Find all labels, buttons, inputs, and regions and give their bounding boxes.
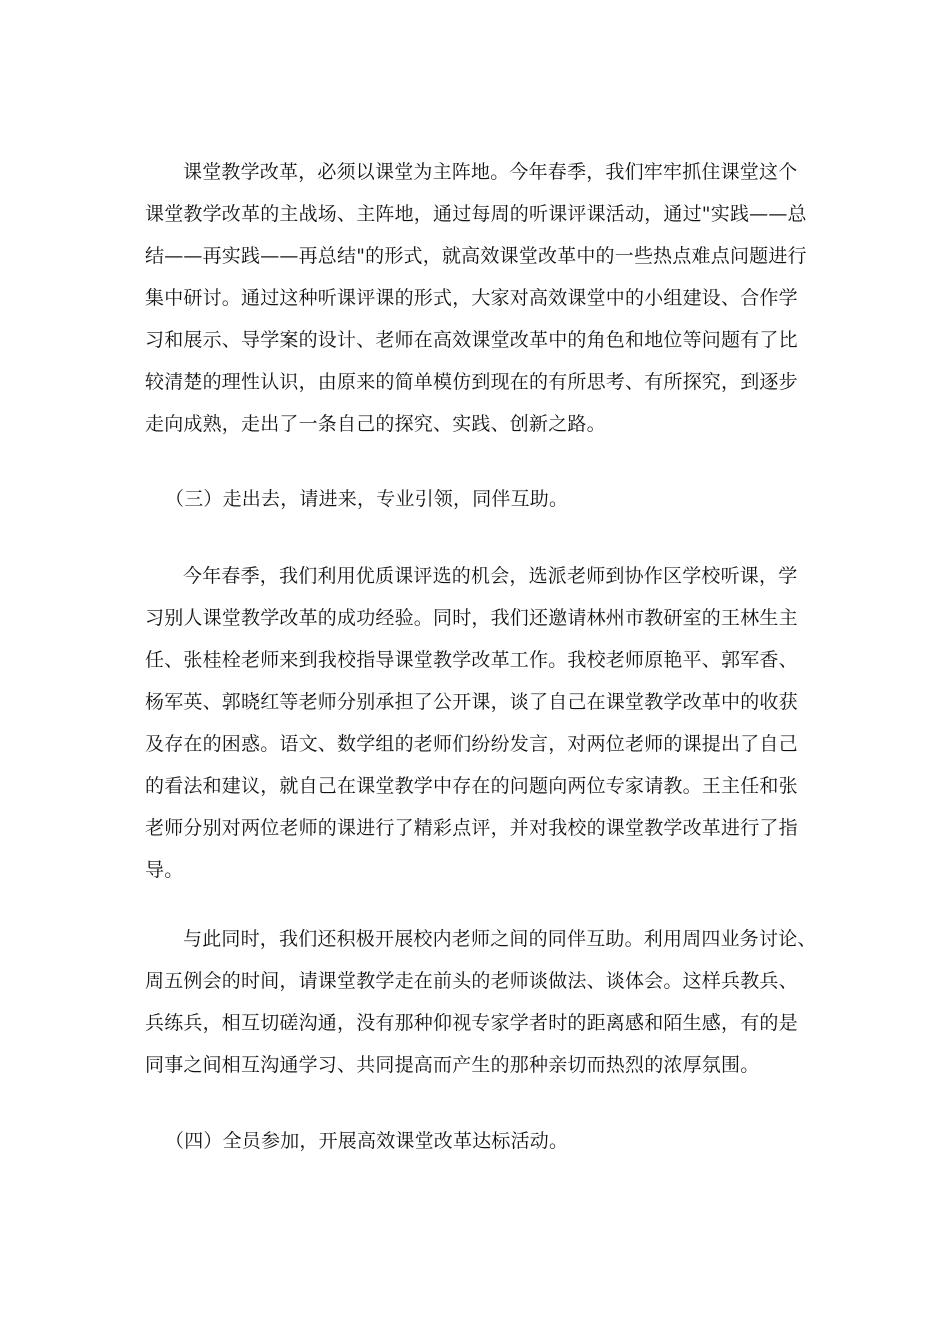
text-line: 结——再实践——再总结"的形式，就高效课堂改革中的一些热点难点问题进行	[145, 245, 807, 267]
text-line: 任、张桂栓老师来到我校指导课堂教学改革工作。我校老师原艳平、郭军香、	[145, 649, 798, 671]
text-line: 集中研讨。通过这种听课评课的形式，大家对高效课堂中的小组建设、合作学	[145, 287, 798, 309]
text-line: 同事之间相互沟通学习、共同提高而产生的那种亲切而热烈的浓厚氛围。	[145, 1054, 760, 1076]
text-line: 老师分别对两位老师的课进行了精彩点评，并对我校的课堂教学改革进行了指	[145, 817, 798, 839]
text-line: 兵练兵，相互切磋沟通，没有那种仰视专家学者时的距离感和陌生感，有的是	[145, 1012, 798, 1034]
text-line: 习别人课堂教学改革的成功经验。同时，我们还邀请林州市教研室的王林生主	[145, 607, 798, 629]
text-line: 周五例会的时间，请课堂教学走在前头的老师谈做法、谈体会。这样兵教兵、	[145, 970, 798, 992]
text-line: 较清楚的理性认识，由原来的简单模仿到现在的有所思考、有所探究，到逐步	[145, 371, 798, 393]
text-line: 课堂教学改革的主战场、主阵地，通过每周的听课评课活动，通过"实践——总	[145, 203, 807, 225]
paragraph-peer-assistance	[145, 918, 817, 1086]
text-line: 习和展示、导学案的设计、老师在高效课堂改革中的角色和地位等问题有了比	[145, 329, 798, 351]
text-line: 杨军英、郭晓红等老师分别承担了公开课，谈了自己在课堂教学改革中的收获	[145, 691, 798, 713]
section-heading: （四）全员参加，开展高效课堂改革达标活动。	[165, 1130, 569, 1152]
text-line: 走向成熟，走出了一条自己的探究、实践、创新之路。	[145, 413, 606, 435]
section-heading: （三）走出去，请进来，专业引领，同伴互助。	[165, 488, 569, 510]
text-line: 及存在的困惑。语文、数学组的老师们纷纷发言，对两位老师的课提出了自己	[145, 733, 798, 755]
text-line: 的看法和建议，就自己在课堂教学中存在的问题向两位专家请教。王主任和张	[145, 775, 798, 797]
text-line: 导。	[145, 859, 184, 881]
text-line: 今年春季，我们利用优质课评选的机会，选派老师到协作区学校听课，学	[183, 565, 798, 587]
paragraph-go-out-invite-in	[145, 555, 810, 891]
section-heading-four	[145, 1120, 810, 1162]
text-line: 与此同时，我们还积极开展校内老师之间的同伴互助。利用周四业务讨论、	[183, 928, 817, 950]
paragraph-classroom-reform	[145, 151, 810, 445]
text-line: 课堂教学改革，必须以课堂为主阵地。今年春季，我们牢牢抓住课堂这个	[183, 161, 798, 183]
section-heading-three	[145, 478, 810, 520]
